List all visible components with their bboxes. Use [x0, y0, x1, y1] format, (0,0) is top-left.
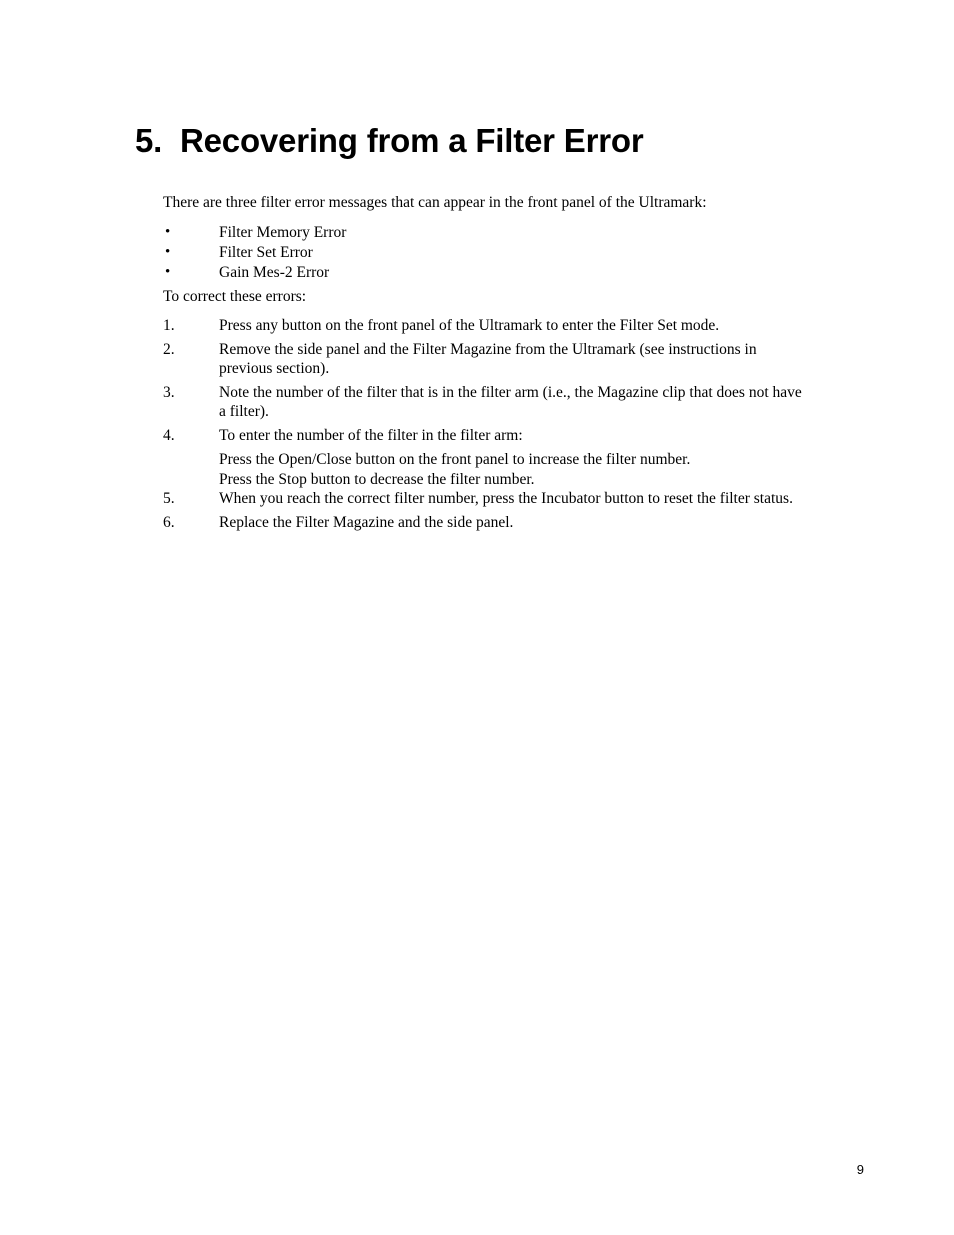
step-number: 2. — [163, 341, 175, 358]
bullet-icon: • — [165, 264, 171, 280]
section-heading — [135, 121, 643, 161]
step-text: Replace the Filter Magazine and the side panel. — [219, 514, 514, 531]
step-text: To enter the number of the filter in the filter arm: — [219, 427, 523, 444]
bullet-icon: • — [165, 244, 171, 260]
step-number: 1. — [163, 317, 175, 334]
error-message-item: Gain Mes-2 Error — [219, 264, 330, 281]
correct-intro: To correct these errors: — [163, 288, 307, 305]
intro-paragraph: There are three filter error messages that can appear in the front panel of the Ultramark: — [163, 194, 707, 211]
step-number: 4. — [163, 427, 175, 444]
step-text-continued: previous section). — [219, 360, 330, 377]
step-text-continued: a filter). — [219, 403, 269, 420]
step-number: 5. — [163, 490, 175, 507]
bullet-icon: • — [165, 224, 171, 240]
step-substep: Press the Open/Close button on the front panel to increase the filter number. — [219, 451, 691, 468]
section-number: 5. — [135, 122, 163, 159]
step-text: Press any button on the front panel of the Ultramark to enter the Filter Set mode. — [219, 317, 720, 334]
error-message-item: Filter Memory Error — [219, 224, 347, 241]
step-number: 3. — [163, 384, 175, 401]
step-substep: Press the Stop button to decrease the filter number. — [219, 471, 535, 488]
error-message-item: Filter Set Error — [219, 244, 313, 261]
step-text: When you reach the correct filter number, press the Incubator button to reset the filter status. — [219, 490, 793, 507]
page-number: 9 — [856, 1162, 864, 1177]
section-title: Recovering from a Filter Error — [180, 122, 644, 159]
step-number: 6. — [163, 514, 175, 531]
step-text: Remove the side panel and the Filter Magazine from the Ultramark (see instructions in — [219, 341, 757, 358]
step-text: Note the number of the filter that is in the filter arm (i.e., the Magazine clip that does not have — [219, 384, 802, 401]
